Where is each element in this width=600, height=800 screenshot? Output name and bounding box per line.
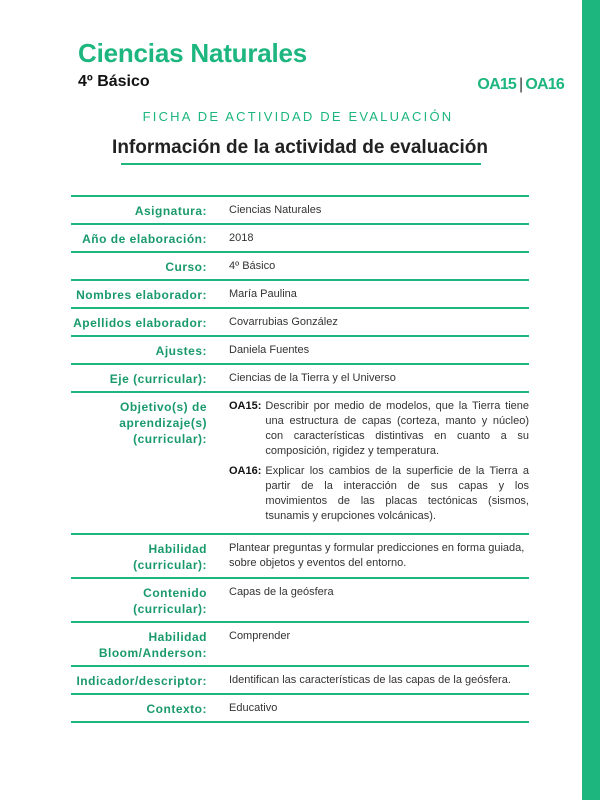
row-value: Educativo [207,694,529,722]
heading-underline [121,163,481,165]
row-label: Curso: [71,252,207,280]
objective-code: OA16: [229,465,262,477]
row-objetivos [71,392,529,534]
row-value: Daniela Fuentes [207,336,529,364]
row-value: Identifican las características de las capas de la geósfera. [207,666,529,694]
main-heading: Información de la actividad de evaluación [112,137,488,158]
row-label: Contexto: [71,694,207,722]
row-label: Indicador/descriptor: [71,666,207,694]
row-habilidad [71,534,529,578]
subject-title: Ciencias Naturales [78,38,308,68]
row-indicador [71,666,529,694]
objective-item [229,399,529,459]
row-eje [71,364,529,392]
row-value: 2018 [207,224,529,252]
row-asignatura [71,196,529,224]
row-value: 4º Básico [207,252,529,280]
row-value: Comprender [207,622,529,666]
row-label: Apellidos elaborador: [71,308,207,336]
oa-code-first: OA15 [477,76,517,93]
objective-item [229,464,529,524]
row-value: Plantear preguntas y formular predicciones en forma guiada, sobre objetos y eventos del entorno. [207,534,529,578]
row-label: Nombres elaborador: [71,280,207,308]
row-curso [71,252,529,280]
row-label: Año de elaboración: [71,224,207,252]
row-value: Capas de la geósfera [207,578,529,622]
row-label: Contenido (curricular): [71,578,207,622]
row-value: Covarrubias González [207,308,529,336]
row-bloom [71,622,529,666]
row-ajustes [71,336,529,364]
row-label: Habilidad (curricular): [71,534,207,578]
objective-text: Explicar los cambios de la superficie de la Tierra a partir de la interacción de sus capas y los movimientos de las placas tectónicas (sismos, tsunamis y erupciones volcánicas). [265,465,529,522]
oa-codes [477,76,564,94]
oa-code-second: OA16 [525,76,564,93]
row-value: Ciencias Naturales [207,196,529,224]
objective-text: Describir por medio de modelos, que la Tierra tiene una estructura de capas (corteza, manto y núcleo) con características distintivas en cuanto a su composición, rigidez y temperatura. [265,400,529,457]
row-label: Eje (curricular): [71,364,207,392]
grade-label: 4º Básico [78,73,150,90]
objective-code: OA15: [229,400,262,412]
row-value [207,392,529,534]
row-value: María Paulina [207,280,529,308]
sheet-label: FICHA DE ACTIVIDAD DE EVALUACIÓN [142,109,454,124]
row-contenido [71,578,529,622]
row-apellidos [71,308,529,336]
row-label: Objetivo(s) de aprendizaje(s) (curricular): [71,392,207,534]
row-contexto [71,694,529,722]
row-nombres [71,280,529,308]
row-value: Ciencias de la Tierra y el Universo [207,364,529,392]
row-anio [71,224,529,252]
info-table [71,195,529,723]
row-label: Asignatura: [71,196,207,224]
oa-separator: | [519,76,523,93]
row-label: Ajustes: [71,336,207,364]
row-label: Habilidad Bloom/Anderson: [71,622,207,666]
